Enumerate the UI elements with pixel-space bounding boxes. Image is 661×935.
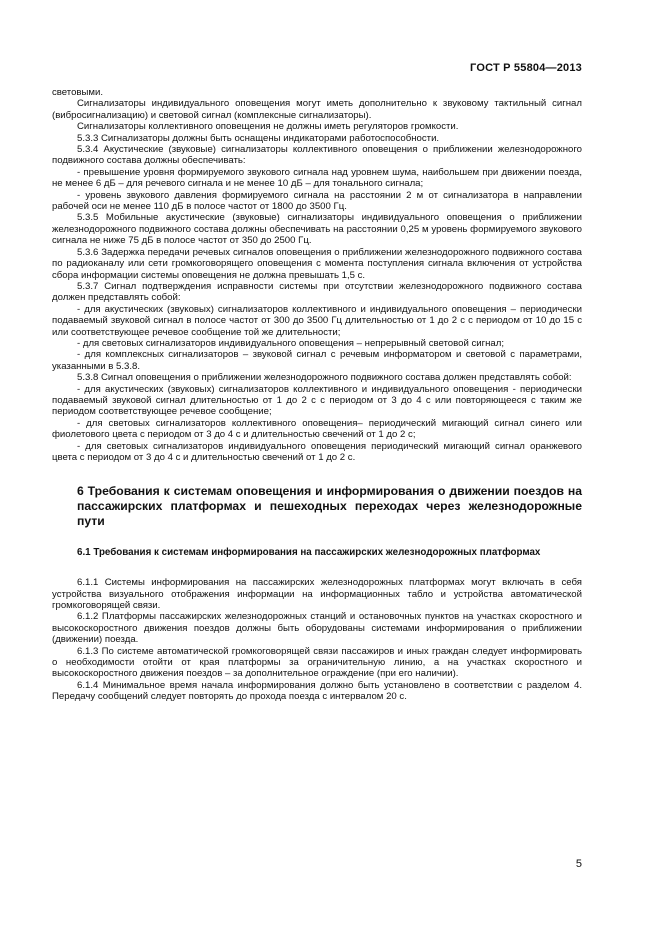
paragraph: Сигнализаторы индивидуального оповещения могут иметь дополнительно к звуковому тактильный сигнал (вибросигнализацию) и световой сигнал (комплексные сигнализаторы). [52, 98, 582, 121]
list-item: - превышение уровня формируемого звукового сигнала над уровнем шума, наибольшем при движении поезда, не менее 6 дБ – для речевого сигнала и не менее 10 дБ – для тонального сигнала; [52, 166, 582, 190]
paragraph: 5.3.4 Акустические (звуковые) сигнализаторы коллективного оповещения о приближении железнодорожного подвижного состава должны обеспечивать: [52, 144, 582, 167]
paragraph: 5.3.5 Мобильные акустические (звуковые) сигнализаторы индивидуального оповещения о приближении железнодорожного подвижного состава должны обеспечивать на расстоянии 0,25 м уровень формируемого звукового сигнала не ниже 75 дБ в полосе частот от 350 до 2500 Гц. [52, 212, 582, 247]
document-header: ГОСТ Р 55804—2013 [470, 62, 582, 74]
paragraph: 5.3.3 Сигнализаторы должны быть оснащены индикаторами работоспособности. [77, 132, 440, 144]
list-item: - для световых сигнализаторов индивидуального оповещения – непрерывный световой сигнал; [77, 337, 505, 349]
page-number: 5 [575, 858, 582, 870]
paragraph: 5.3.7 Сигнал подтверждения исправности системы при отсутствии железнодорожного подвижного состава должен представлять собой: [52, 280, 582, 304]
paragraph: 6.1.3 По системе автоматической громкоговорящей связи пассажиров и иных граждан следует информировать о необходимости отойти от края платформы за ограничительную линию, а на участках скоростного и высокоскоростного движения поездов – за дополнительное ограждение (при его наличии). [52, 645, 582, 680]
list-item: - для световых сигнализаторов индивидуального оповещения периодический мигающий сигнал оранжевого цвета с периодом от 3 до 4 с и длительностью свечений от 1 до 2 с. [52, 440, 582, 463]
list-item: - для комплексных сигнализаторов – звуковой сигнал с речевым информатором и световой с параметрами, указанными в 5.3.8. [52, 349, 582, 372]
paragraph: 6.1.2 Платформы пассажирских железнодорожных станций и остановочных пунктов на участках скоростного и высокоскоростного движения поездов должны быть оборудованы системами информирования о приближении (движении) поезда. [52, 611, 582, 646]
document-body [52, 87, 582, 703]
list-item: - для акустических (звуковых) сигнализаторов коллективного и индивидуального оповещения - периодически подаваемый звуковой сигнал длительностью от 1 до 2 с с периодом от 3 до 4 с или повторяющееся с таким же периодом соответствующее речевое сообщение; [52, 383, 582, 418]
list-item: - для акустических (звуковых) сигнализаторов коллективного и индивидуального оповещения – периодически подаваемый звуковой сигнал в полосе частот от 300 до 3500 Гц длительностью от 1 до 2 с с периодом от 10 до 15 с или соответствующее речевое сообщение той же длительности; [52, 303, 582, 338]
paragraph: световыми. [52, 87, 104, 98]
paragraph: Сигнализаторы коллективного оповещения не должны иметь регуляторов громкости. [77, 121, 459, 133]
paragraph: 5.3.8 Сигнал оповещения о приближении железнодорожного подвижного состава должен представлять собой: [77, 372, 572, 384]
paragraph: 5.3.6 Задержка передачи речевых сигналов оповещения о приближении железнодорожного подвижного состава по радиоканалу или сети громкоговорящего оповещения с момента поступления сигнала включения от устройства сбора информации системы оповещения не должна превышать 1,5 с. [52, 246, 582, 281]
paragraph: 6.1.1 Системы информирования на пассажирских железнодорожных платформах могут включать в себя устройства визуального отображения информации на информационных табло и устройства автоматической громкоговорящей связи. [52, 577, 582, 612]
section-heading: 6 Требования к системам оповещения и информирования о движении поездов на пассажирских платформах и пешеходных переходах через железнодорожные пути [77, 484, 582, 529]
list-item: - для световых сигнализаторов коллективного оповещения– периодический мигающий сигнал синего или фиолетового цвета с периодом от 3 до 4 с и длительностью свечений от 1 до 2 с; [52, 417, 582, 441]
paragraph: 6.1.4 Минимальное время начала информирования должно быть установлено в соответствии с разделом 4. Передачу сообщений следует повторять до прохода поезда с интервалом 20 с. [52, 679, 582, 703]
list-item: - уровень звукового давления формируемого сигнала на расстоянии 2 м от сигнализатора в направлении рабочей оси не менее 110 дБ в полосе частот от 1800 до 3500 Гц. [52, 189, 582, 213]
subsection-heading: 6.1 Требования к системам информирования на пассажирских железнодорожных платформах [77, 547, 541, 559]
